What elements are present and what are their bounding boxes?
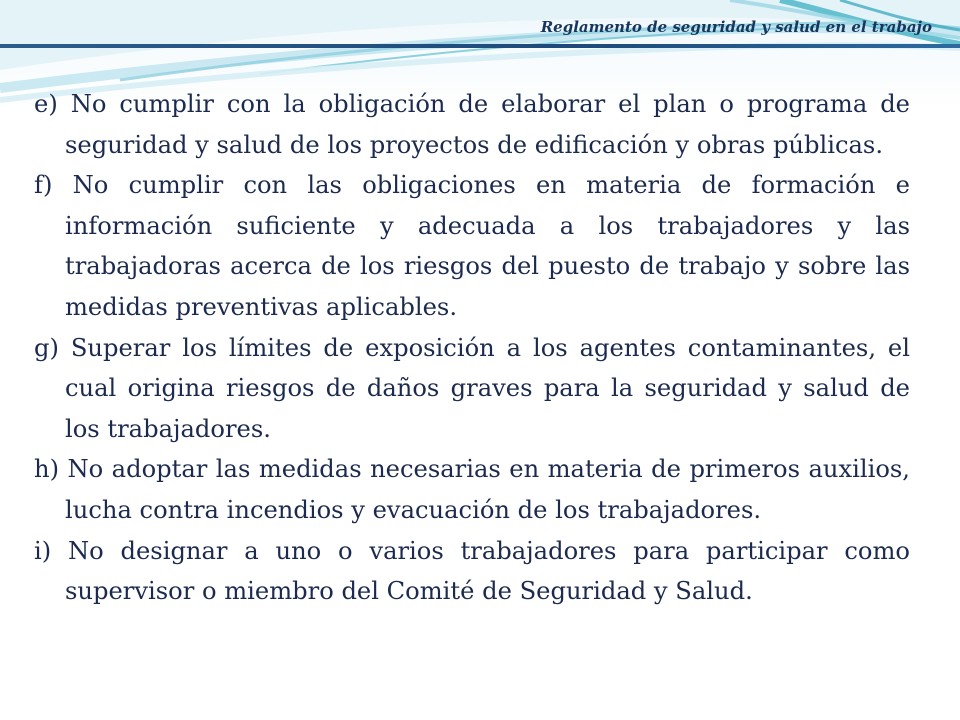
header-rule [0, 44, 960, 48]
infractions-list [34, 84, 910, 612]
header-title: Reglamento de seguridad y salud en el trabajo [540, 18, 932, 36]
list-item-g: g) Superar los límites de exposición a los agentes contaminantes, el cual origina riesgos de daños graves para la seguridad y salud de los trabajadores. [34, 333, 910, 443]
list-item-h: h) No adoptar las medidas necesarias en materia de primeros auxilios, lucha contra incendios y evacuación de los trabajadores. [34, 455, 910, 524]
list-item-f: f) No cumplir con las obligaciones en materia de formación e información suficiente y adecuada a los trabajadores y las trabajadoras acerca de los riesgos del puesto de trabajo y sobre las medidas preventivas aplicables. [34, 171, 910, 321]
list-item-i: i) No designar a uno o varios trabajadores para participar como supervisor o miembro del Comité de Seguridad y Salud. [34, 536, 910, 606]
list-item-e: e) No cumplir con la obligación de elaborar el plan o programa de seguridad y salud de los proyectos de edificación y obras públicas. [34, 90, 910, 159]
